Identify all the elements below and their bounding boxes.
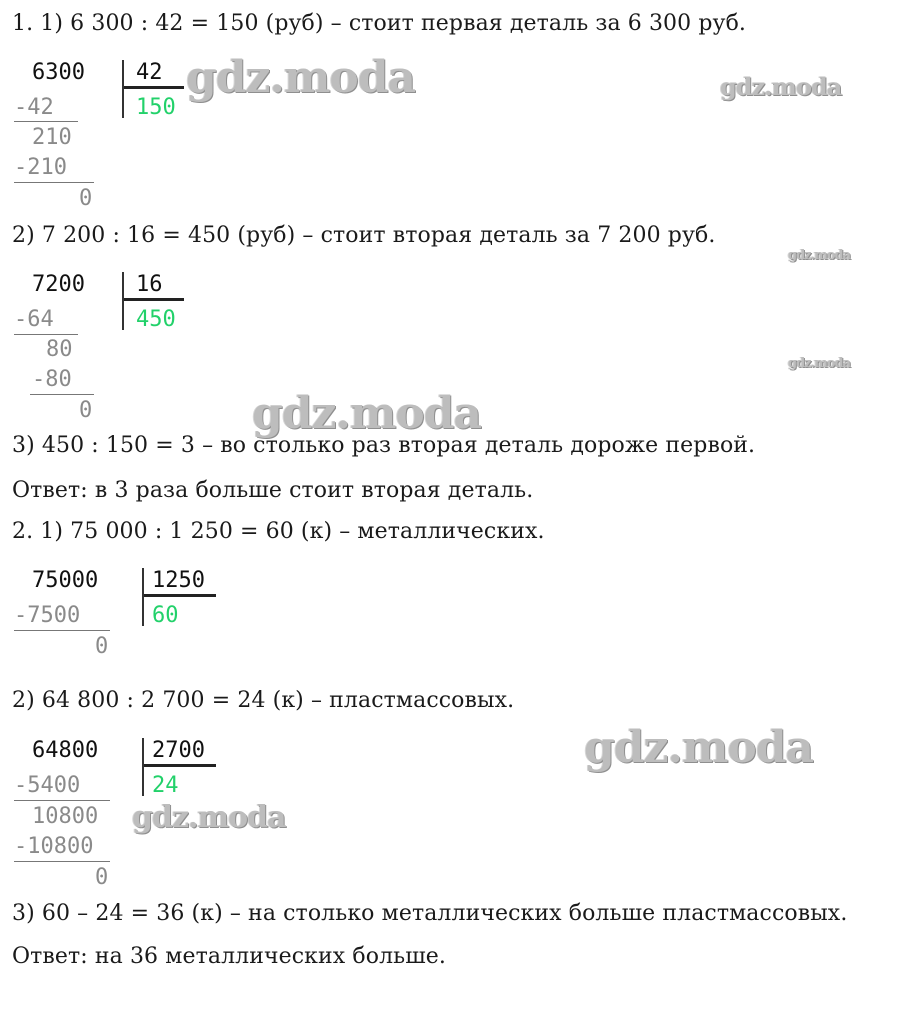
dividend: 75000 <box>32 568 99 593</box>
divisor-underline <box>124 298 184 301</box>
problem1-step2: 2) 7 200 : 16 = 450 (руб) – стоит вторая деталь за 7 200 руб. <box>12 223 716 248</box>
subtrahend: -210 <box>14 155 67 180</box>
dividend: 64800 <box>32 738 99 763</box>
divisor: 16 <box>136 272 163 297</box>
watermark-logo: gdz.moda <box>186 52 416 103</box>
division-bar <box>142 568 144 626</box>
problem2-step1: 2. 1) 75 000 : 1 250 = 60 (к) – металлических. <box>12 519 545 544</box>
quotient: 60 <box>152 603 179 628</box>
remainder: 10800 <box>32 804 99 829</box>
remainder: 0 <box>79 398 93 423</box>
divisor: 42 <box>136 60 163 85</box>
divisor: 1250 <box>152 568 205 593</box>
subtraction-line <box>14 861 110 862</box>
subtraction-line <box>30 394 94 395</box>
problem2-step2: 2) 64 800 : 2 700 = 24 (к) – пластмассовых. <box>12 688 515 713</box>
remainder: 0 <box>95 634 109 659</box>
division-bar <box>122 272 124 330</box>
subtraction-line <box>14 630 110 631</box>
watermark-logo: gdz.moda <box>720 72 842 101</box>
divisor-underline <box>124 86 184 89</box>
remainder: 80 <box>46 337 73 362</box>
watermark-logo: gdz.moda <box>788 248 851 263</box>
subtraction-line <box>14 182 94 183</box>
divisor: 2700 <box>152 738 205 763</box>
subtrahend: -10800 <box>14 834 94 859</box>
subtrahend: -5400 <box>14 773 81 798</box>
division-bar <box>142 738 144 796</box>
subtrahend: -7500 <box>14 603 81 628</box>
problem2-answer: Ответ: на 36 металлических больше. <box>12 944 446 969</box>
subtrahend: -64 <box>14 307 54 332</box>
problem1-answer: Ответ: в 3 раза больше стоит вторая деталь. <box>12 478 534 503</box>
problem1-step1: 1. 1) 6 300 : 42 = 150 (руб) – стоит первая деталь за 6 300 руб. <box>12 11 747 36</box>
quotient: 24 <box>152 773 179 798</box>
subtrahend: -42 <box>14 95 54 120</box>
subtraction-line <box>14 121 78 122</box>
watermark-logo: gdz.moda <box>252 388 482 439</box>
division-bar <box>122 60 124 118</box>
problem2-step3: 3) 60 – 24 = 36 (к) – на столько металлических больше пластмассовых. <box>12 901 848 926</box>
remainder: 210 <box>32 125 72 150</box>
divisor-underline <box>144 594 216 597</box>
subtraction-line <box>14 800 110 801</box>
remainder: 0 <box>95 865 109 890</box>
quotient: 150 <box>136 95 176 120</box>
subtrahend: -80 <box>32 367 72 392</box>
quotient: 450 <box>136 307 176 332</box>
watermark-logo: gdz.moda <box>788 356 851 371</box>
subtraction-line <box>14 334 78 335</box>
dividend: 7200 <box>32 272 85 297</box>
problem1-step3: 3) 450 : 150 = 3 – во столько раз вторая деталь дороже первой. <box>12 433 756 458</box>
dividend: 6300 <box>32 60 85 85</box>
watermark-logo: gdz.moda <box>584 722 814 773</box>
remainder: 0 <box>79 186 93 211</box>
divisor-underline <box>144 764 216 767</box>
watermark-logo: gdz.moda <box>132 800 286 835</box>
